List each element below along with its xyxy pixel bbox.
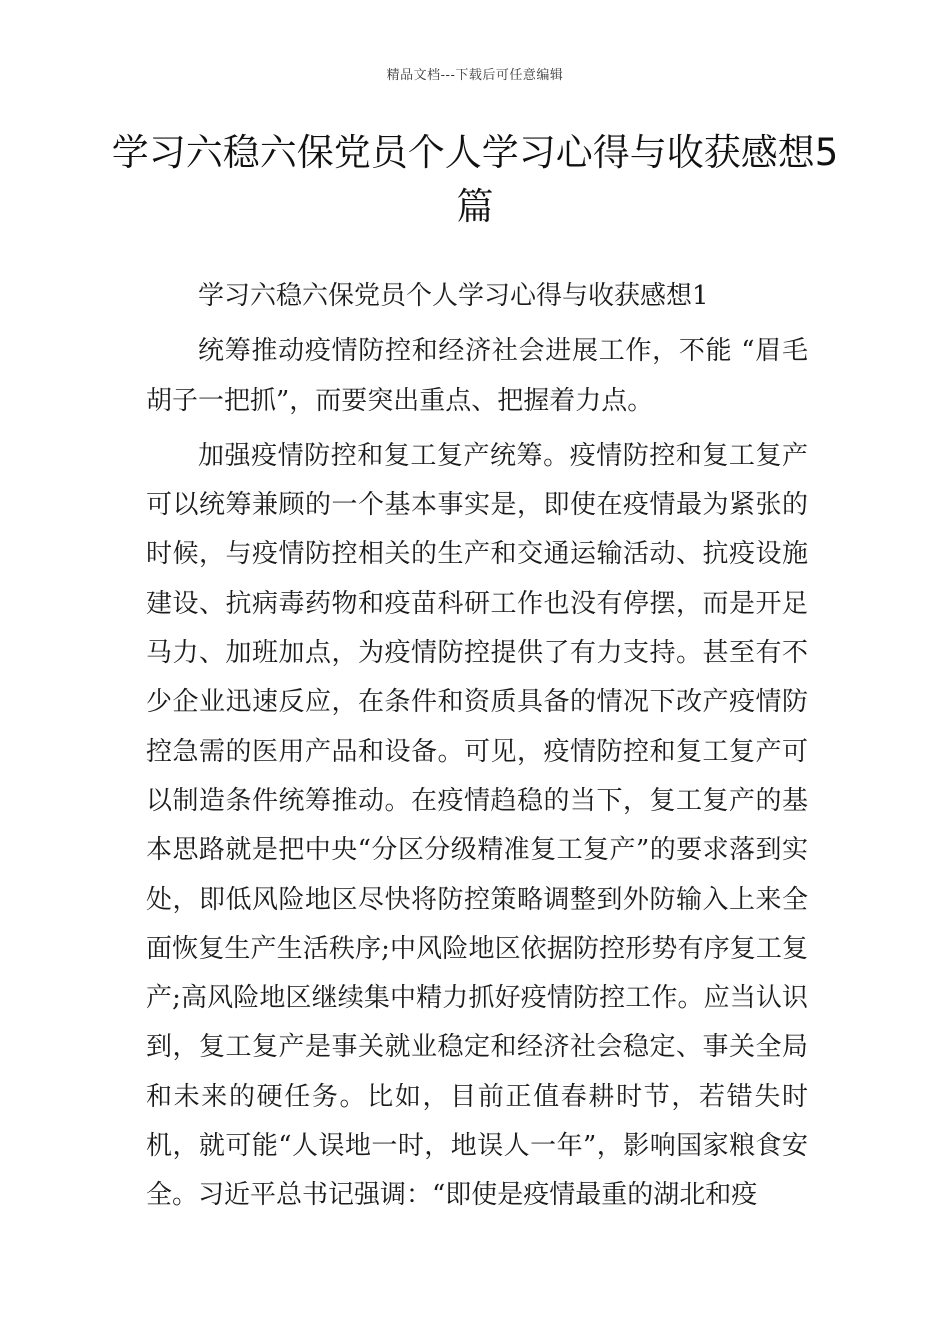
page-header-note: 精品文档---下载后可任意编辑 [386,68,564,83]
paragraph-1: 统筹推动疫情防控和经济社会进展工作，不能 “眉毛胡子一把抓”，而要突出重点、把握着力点。 [146,336,808,416]
document-title: 学习六稳六保党员个人学习心得与收获感想5篇 [111,131,839,228]
section-heading: 学习六稳六保党员个人学习心得与收获感想1 [198,281,709,311]
paragraph-2: 加强疫情防控和复工复产统筹。疫情防控和复工复产可以统筹兼顾的一个基本事实是，即使在疫情最为紧张的时候，与疫情防控相关的生产和交通运输活动、抗疫设施建设、抗病毒药物和疫苗科研工作也没有停摆，而是开足马力、加班加点，为疫情防控提供了有力支持。甚至有不少企业迅速反应，在条件和资质具备的情况下改产疫情防控急需的医用产品和设备。可见，疫情防控和复工复产可以制造条件统筹推动。在疫情趋稳的当下，复工复产的基本思路就是把中央“分区分级精准复工复产”的要求落到实处，即低风险地区尽快将防控策略调整到外防输入上来全面恢复生产生活秩序;中风险地区依据防控形势有序复工复产;高风险地区继续集中精力抓好疫情防控工作。应当认识到，复工复产是事关就业稳定和经济社会稳定、事关全局和未来的硬任务。比如，目前正值春耕时节，若错失时机，就可能“人误地一时，地误人一年”，影响国家粮食安全。习近平总书记强调：“即使是疫情最重的湖北和疫 [146,440,808,1211]
document-body [146,272,808,1227]
